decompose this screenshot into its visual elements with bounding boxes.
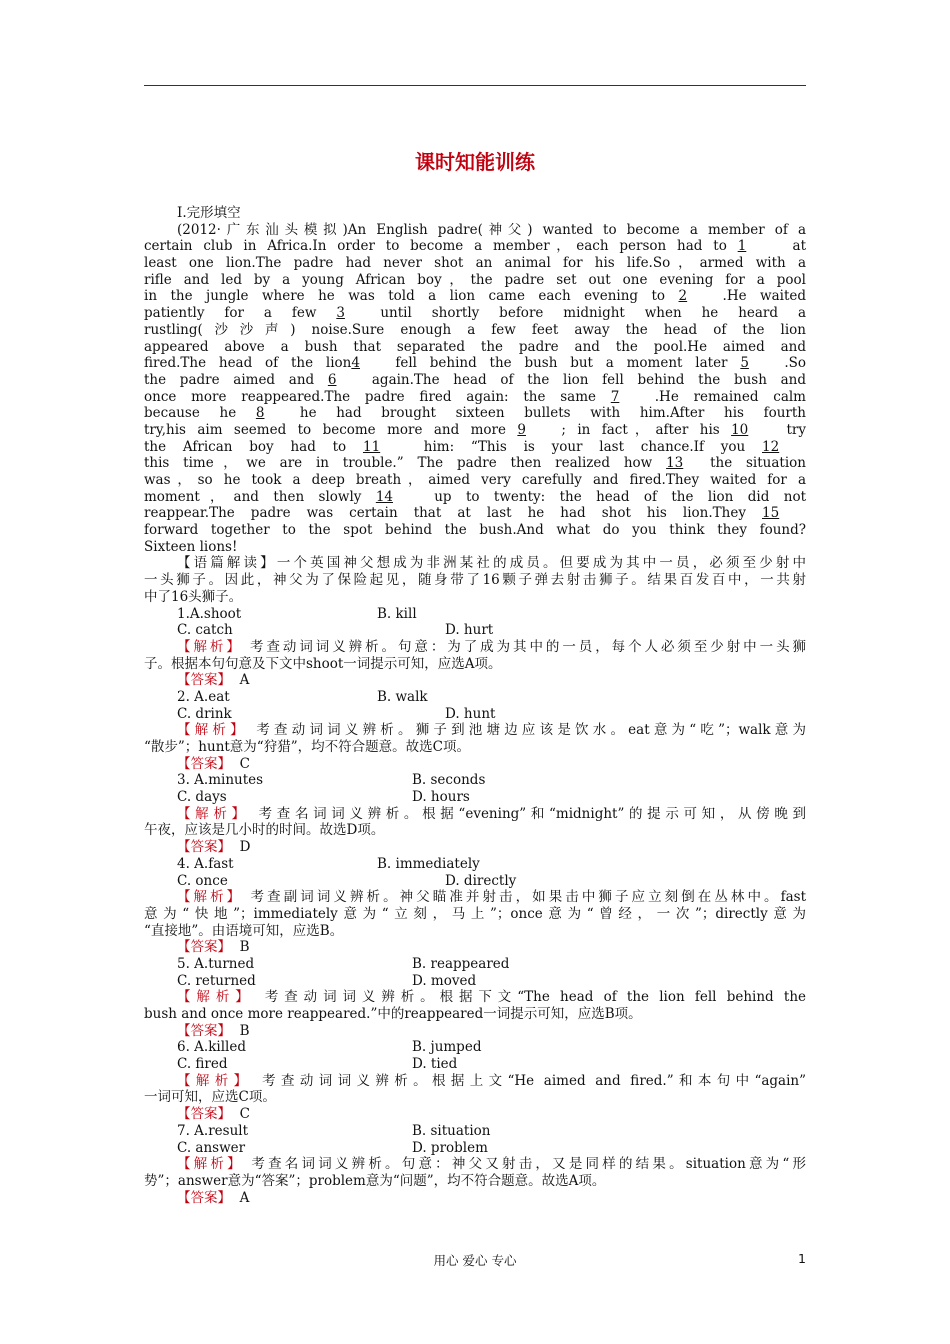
answer-value: A xyxy=(239,672,250,689)
option-c: C. drink xyxy=(177,705,232,722)
passage-line: fired.The head of the lion4 fell behind the bush but a moment later 5 .So xyxy=(144,355,806,372)
option-c: C. once xyxy=(177,872,228,889)
analysis-label: 【解析】 xyxy=(177,889,244,906)
answer-line xyxy=(144,1190,806,1207)
option-c: C. returned xyxy=(177,972,256,989)
blank: 4 xyxy=(351,355,360,372)
answer-label: 【答案】 xyxy=(177,939,231,956)
answer-line xyxy=(144,839,806,856)
option-row xyxy=(144,606,806,623)
passage-line: Sixteen lions! xyxy=(144,538,238,555)
passage-line: rustling(沙沙声) noise.Sure enough a few feet away the head of the lion xyxy=(144,321,806,338)
passage-line: forward together to the spot behind the bush.And what do you think they found? xyxy=(144,522,806,539)
passage-line: rifle and led by a young African boy，the padre set out one evening for a pool xyxy=(144,271,806,288)
blank: 13 xyxy=(666,455,684,472)
answer-label: 【答案】 xyxy=(177,1189,231,1206)
answer-label: 【答案】 xyxy=(177,839,231,856)
blank: 15 xyxy=(762,505,780,522)
blank: 2 xyxy=(678,288,688,305)
answer-label: 【答案】 xyxy=(177,672,231,689)
option-a: 1.A.shoot xyxy=(177,605,242,622)
blank: 7 xyxy=(610,388,620,405)
blank: 6 xyxy=(327,371,337,388)
option-row xyxy=(144,706,806,723)
summary-line: 中了16头狮子。 xyxy=(144,588,243,605)
blank: 9 xyxy=(517,421,526,438)
option-d: D. tied xyxy=(412,1056,458,1073)
answer-label: 【答案】 xyxy=(177,755,231,772)
option-b: B. situation xyxy=(412,1122,491,1139)
blank: 11 xyxy=(362,438,381,455)
option-a: 6. A.killed xyxy=(177,1039,246,1056)
answer-label: 【答案】 xyxy=(177,1106,231,1123)
analysis-label: 【解析】 xyxy=(177,1072,253,1089)
blank: 12 xyxy=(762,438,780,455)
option-row xyxy=(144,1140,806,1157)
blank: 14 xyxy=(375,488,394,505)
option-row xyxy=(144,789,806,806)
option-d: D. hours xyxy=(412,789,470,806)
answer-value: A xyxy=(239,1189,250,1206)
question-block xyxy=(144,956,806,1039)
option-row xyxy=(144,1123,806,1140)
blank: 5 xyxy=(740,355,749,372)
option-row xyxy=(144,622,806,639)
passage-line: appeared above a bush that separated the padre and the pool.He aimed and xyxy=(144,338,806,355)
option-a: 4. A.fast xyxy=(177,855,234,872)
answer-value: C xyxy=(239,1106,250,1123)
analysis-label: 【解析】 xyxy=(177,805,250,822)
analysis-label: 【解析】 xyxy=(177,989,255,1006)
page-title: 课时知能训练 xyxy=(415,150,535,174)
analysis-line: 【解析】 考查动词词义辨析。根据下文“The head of the lion fell behind the xyxy=(177,989,806,1006)
answer-line xyxy=(144,1023,806,1040)
option-b: B. immediately xyxy=(377,855,480,872)
question-block xyxy=(144,1123,806,1206)
answer-value: B xyxy=(239,939,250,956)
analysis-line: bush and once more reappeared.”中的reappeared一词提示可知，应选B项。 xyxy=(144,1006,642,1022)
option-b: B. jumped xyxy=(412,1039,482,1056)
passage-line: certain club in Africa.In order to become a member，each person had to 1 at xyxy=(144,238,806,255)
passage-line: reappear.The padre was certain that at last he had shot his lion.They 15 xyxy=(144,505,806,522)
option-a: 5. A.turned xyxy=(177,955,255,972)
option-c: C. days xyxy=(177,789,227,806)
option-a: 7. A.result xyxy=(177,1122,249,1139)
passage-line: least one lion.The padre had never shot an animal for his life.So，armed with a xyxy=(144,255,806,272)
analysis-label: 【解析】 xyxy=(177,722,248,739)
option-d: D. problem xyxy=(412,1139,488,1156)
option-row xyxy=(144,772,806,789)
option-d: D. hunt xyxy=(445,705,496,722)
analysis-line: 子。根据本句句意及下文中shoot一词提示可知，应选A项。 xyxy=(144,655,502,672)
question-block xyxy=(144,606,806,689)
analysis-line: 【解析】 考查名词词义辨析。句意：神父又射击，又是同样的结果。situation意为“形 xyxy=(177,1156,806,1173)
option-d: D. hurt xyxy=(445,622,494,639)
passage-line: once more reappeared.The padre fired again: the same 7 .He remained calm xyxy=(144,388,806,405)
answer-value: C xyxy=(239,755,250,772)
analysis-line: 午夜，应该是几小时的时间。故选D项。 xyxy=(144,822,385,839)
option-c: C. answer xyxy=(177,1139,246,1156)
questions-list xyxy=(144,606,806,1207)
blank: 3 xyxy=(336,305,345,322)
analysis-line: 【解析】 考查动词词义辨析。根据上文“He aimed and fired.”和本句中“again” xyxy=(177,1072,806,1089)
option-row xyxy=(144,873,806,890)
analysis-line: 【解析】 考查名词词义辨析。根据“evening”和“midnight”的提示可知，从傍晚到 xyxy=(177,805,806,822)
blank: 10 xyxy=(731,421,749,438)
question-block xyxy=(144,856,806,956)
option-a: 3. A.minutes xyxy=(177,772,264,789)
answer-line xyxy=(144,939,806,956)
question-block xyxy=(144,1039,806,1122)
answer-label: 【答案】 xyxy=(177,1022,231,1039)
analysis-line: 【解析】 考查副词词义辨析。神父瞄准并射击，如果击中狮子应立刻倒在丛林中。fast xyxy=(177,889,806,906)
answer-line xyxy=(144,756,806,773)
page-number: 1 xyxy=(798,1251,806,1266)
option-b: B. walk xyxy=(377,688,428,705)
analysis-line: 【解析】 考查动词词义辨析。狮子到池塘边应该是饮水。eat意为“吃”；walk意为 xyxy=(177,722,806,739)
analysis-line: “直接地”。由语境可知，应选B。 xyxy=(144,922,344,939)
option-b: B. seconds xyxy=(412,772,486,789)
blank: 8 xyxy=(255,405,265,422)
passage-line: this time，we are in trouble.” The padre then realized how 13 the situation xyxy=(144,455,806,472)
passage-line: try,his aim seemed to become more and more 9 ; in fact，after his 10 try xyxy=(144,421,806,438)
section-heading: Ⅰ.完形填空 xyxy=(177,205,241,221)
option-a: 2. A.eat xyxy=(177,688,230,705)
question-block xyxy=(144,689,806,772)
passage-line: was，so he took a deep breath，aimed very carefully and fired.They waited for a xyxy=(144,472,806,488)
analysis-line: 意为“快地”；immediately意为“立刻，马上”；once意为“曾经，一次”；directly意为 xyxy=(144,905,806,922)
passage-line: (2012·广东汕头模拟)An English padre(神父) wanted to become a member of a xyxy=(177,221,806,238)
passage-line: in the jungle where he was told a lion came each evening to 2 .He waited xyxy=(144,288,806,305)
answer-line xyxy=(144,672,806,689)
option-b: B. kill xyxy=(377,605,417,622)
passage-line: the padre aimed and 6 again.The head of the lion fell behind the bush and xyxy=(144,371,806,388)
document-body xyxy=(144,205,806,1206)
passage-line: because he 8 he had brought sixteen bullets with him.After his fourth xyxy=(144,405,806,422)
option-d: D. moved xyxy=(412,972,477,989)
question-block xyxy=(144,772,806,855)
option-row xyxy=(144,689,806,706)
summary-line: 一头狮子。因此，神父为了保险起见，随身带了16颗子弹去射击狮子。结果百发百中，一共射 xyxy=(144,572,806,589)
answer-value: D xyxy=(239,839,251,856)
option-d: D. directly xyxy=(445,872,517,889)
footer-slogan: 用心 爱心 专心 xyxy=(433,1253,517,1268)
option-row xyxy=(144,973,806,990)
option-row xyxy=(144,1056,806,1073)
summary-line: 【语篇解读】一个英国神父想成为非洲某社的成员。但要成为其中一员，必须至少射中 xyxy=(177,555,806,572)
option-c: C. fired xyxy=(177,1056,228,1073)
option-b: B. reappeared xyxy=(412,955,510,972)
passage-line: moment，and then slowly 14 up to twenty: the head of the lion did not xyxy=(144,488,806,505)
option-c: C. catch xyxy=(177,622,233,639)
answer-line xyxy=(144,1106,806,1123)
answer-value: B xyxy=(239,1022,250,1039)
analysis-line: 【解析】 考查动词词义辨析。句意：为了成为其中的一员，每个人必须至少射中一头狮 xyxy=(177,638,806,655)
analysis-line: 势”；answer意为“答案”；problem意为“问题”，均不符合题意。故选A项。 xyxy=(144,1172,606,1189)
option-row xyxy=(144,856,806,873)
analysis-line: “散步”；hunt意为“狩猎”，均不符合题意。故选C项。 xyxy=(144,739,470,755)
analysis-label: 【解析】 xyxy=(177,638,243,655)
analysis-line: 一词可知，应选C项。 xyxy=(144,1089,276,1106)
blank: 1 xyxy=(737,238,747,255)
header-rule xyxy=(144,85,806,86)
passage-line: the African boy had to 11 him: “This is your last chance.If you 12 xyxy=(144,439,806,456)
option-row xyxy=(144,1039,806,1056)
analysis-label: 【解析】 xyxy=(177,1156,244,1173)
passage-line: patiently for a few 3 until shortly before midnight when he heard a xyxy=(144,305,806,322)
option-row xyxy=(144,956,806,973)
